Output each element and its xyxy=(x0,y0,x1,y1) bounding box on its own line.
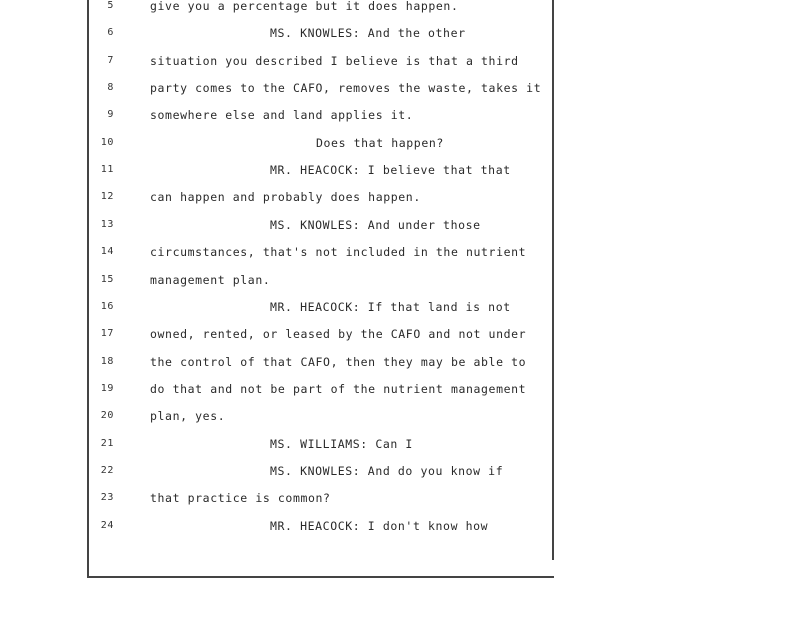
line-number: 17 xyxy=(100,328,114,340)
line-text: that practice is common? xyxy=(150,491,331,506)
line-text: plan, yes. xyxy=(150,409,226,424)
line-text: situation you described I believe is that a third xyxy=(150,53,519,68)
line-text: MS. KNOWLES: And do you know if xyxy=(270,463,504,478)
transcript-line xyxy=(0,435,560,453)
transcript-line xyxy=(0,243,560,261)
line-number: 8 xyxy=(107,82,114,94)
line-number: 12 xyxy=(100,191,114,203)
line-text: MS. KNOWLES: And under those xyxy=(270,217,481,232)
transcript-line xyxy=(0,216,560,234)
transcript-line xyxy=(0,24,560,42)
line-text: do that and not be part of the nutrient management xyxy=(150,381,527,396)
line-text: MS. KNOWLES: And the other xyxy=(270,26,466,41)
line-text: MR. HEACOCK: I believe that that xyxy=(270,163,511,178)
line-number: 22 xyxy=(100,464,114,476)
line-number: 15 xyxy=(100,273,114,285)
transcript-line xyxy=(0,52,560,70)
line-number: 24 xyxy=(100,519,114,531)
line-number: 10 xyxy=(100,136,114,148)
transcript-line xyxy=(0,325,560,343)
transcript-line xyxy=(0,271,560,289)
transcript-line xyxy=(0,489,560,507)
line-number: 14 xyxy=(100,246,114,258)
transcript-line xyxy=(0,380,560,398)
line-number: 23 xyxy=(100,492,114,504)
line-text: MR. HEACOCK: If that land is not xyxy=(270,299,511,314)
transcript-line xyxy=(0,106,560,124)
transcript-line xyxy=(0,134,560,152)
line-number: 20 xyxy=(100,410,114,422)
line-number: 11 xyxy=(100,164,114,176)
transcript-line xyxy=(0,188,560,206)
line-text: party comes to the CAFO, removes the waste, takes it xyxy=(150,81,542,96)
line-number: 19 xyxy=(100,382,114,394)
line-number: 16 xyxy=(100,300,114,312)
transcript-line xyxy=(0,161,560,179)
line-text: give you a percentage but it does happen. xyxy=(150,0,459,13)
transcript-line xyxy=(0,0,560,15)
line-number: 9 xyxy=(107,109,114,121)
line-number: 13 xyxy=(100,218,114,230)
line-text: the control of that CAFO, then they may be able to xyxy=(150,354,527,369)
line-text: management plan. xyxy=(150,272,271,287)
transcript-line xyxy=(0,462,560,480)
line-number: 21 xyxy=(100,437,114,449)
line-number: 5 xyxy=(107,0,114,11)
transcript-line xyxy=(0,79,560,97)
bottom-rule xyxy=(87,576,554,578)
line-text: owned, rented, or leased by the CAFO and not under xyxy=(150,327,527,342)
line-number: 6 xyxy=(107,27,114,39)
transcript-line xyxy=(0,353,560,371)
line-text: Does that happen? xyxy=(316,135,444,150)
transcript-line xyxy=(0,298,560,316)
line-text: MS. WILLIAMS: Can I xyxy=(270,436,413,451)
line-text: MR. HEACOCK: I don't know how xyxy=(270,518,489,533)
line-text: somewhere else and land applies it. xyxy=(150,108,414,123)
line-text: circumstances, that's not included in the nutrient xyxy=(150,245,527,260)
line-number: 7 xyxy=(107,54,114,66)
transcript-line xyxy=(0,517,560,535)
transcript-line xyxy=(0,407,560,425)
line-number: 18 xyxy=(100,355,114,367)
line-text: can happen and probably does happen. xyxy=(150,190,421,205)
